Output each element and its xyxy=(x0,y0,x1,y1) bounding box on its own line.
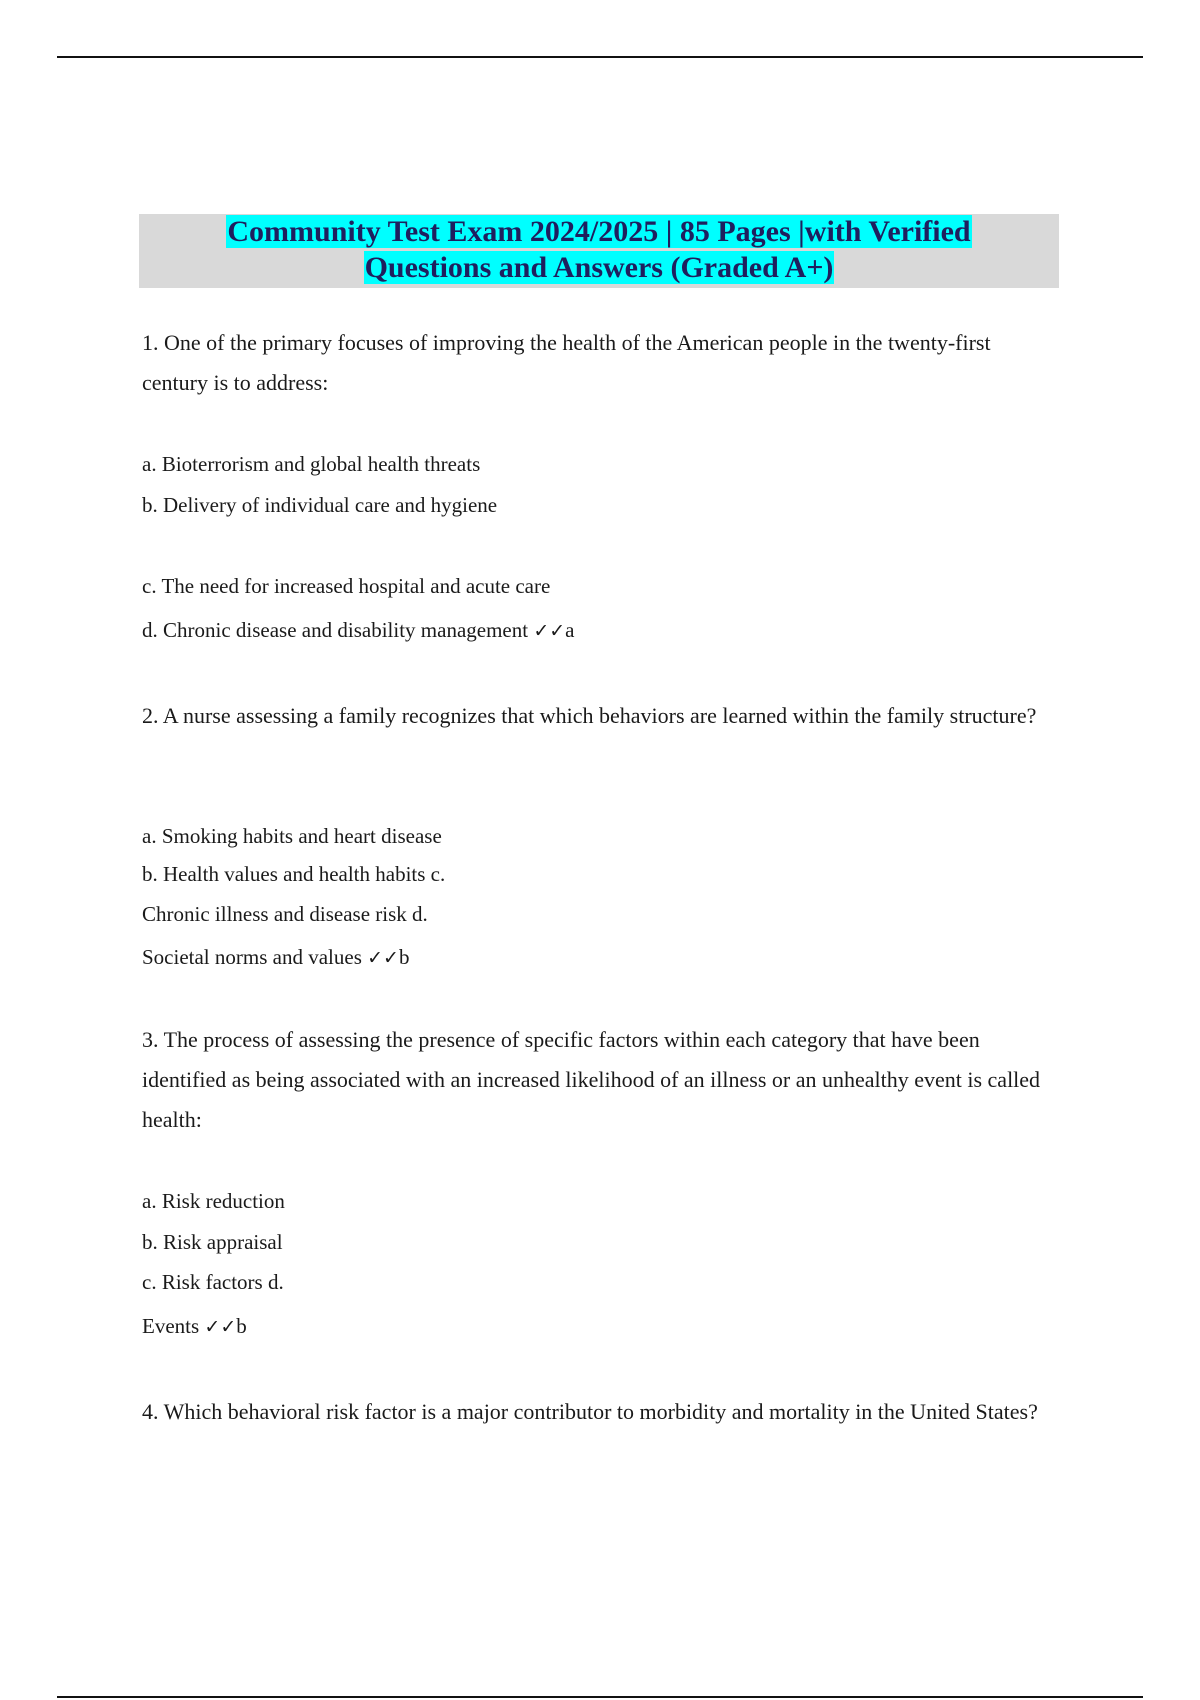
question-3-option-a: a. Risk reduction xyxy=(142,1189,285,1213)
question-1-option-d xyxy=(142,616,1042,645)
question-3-option-c: c. Risk factors d. xyxy=(142,1270,284,1294)
check-icon: ✓✓ xyxy=(533,620,566,642)
question-2-text: 2. A nurse assessing a family recognizes that which behaviors are learned within the family structure? xyxy=(142,703,1037,728)
question-1-text: 1. One of the primary focuses of improving the health of the American people in the twenty-first century is to address: xyxy=(142,330,991,395)
question-1-option-c: c. The need for increased hospital and acute care xyxy=(142,574,551,598)
question-1-option-a: a. Bioterrorism and global health threats xyxy=(142,452,481,476)
option-text: d. Chronic disease and disability management xyxy=(142,618,529,642)
answer-letter: b xyxy=(398,945,410,969)
question-4-text: 4. Which behavioral risk factor is a major contributor to morbidity and mortality in the United States? xyxy=(142,1399,1038,1424)
option-text: Societal norms and values xyxy=(142,945,362,969)
header-rule xyxy=(57,56,1143,58)
footer-rule xyxy=(57,1696,1143,1698)
question-2-option-a: a. Smoking habits and heart disease xyxy=(142,824,442,848)
question-2-option-b: b. Health values and health habits c. xyxy=(142,862,446,886)
question-2-option-c: Chronic illness and disease risk d. xyxy=(142,902,428,926)
option-text: Events xyxy=(142,1314,200,1338)
check-icon: ✓✓ xyxy=(367,947,399,969)
document-title xyxy=(139,214,1059,288)
question-2-option-d xyxy=(142,943,1042,972)
question-3-option-b: b. Risk appraisal xyxy=(142,1230,283,1254)
title-line-1: Community Test Exam 2024/2025 | 85 Pages |with Verified xyxy=(227,215,971,248)
answer-letter: b xyxy=(236,1314,247,1338)
answer-letter: a xyxy=(565,618,575,642)
title-line-2: Questions and Answers (Graded A+) xyxy=(364,251,834,284)
question-3-text: 3. The process of assessing the presence of specific factors within each category that have been identified as being associated with an increased likelihood of an illness or an unhealthy event is called health: xyxy=(142,1027,1041,1132)
check-icon: ✓✓ xyxy=(204,1316,237,1338)
question-3-option-d xyxy=(142,1312,1042,1341)
question-1-option-b: b. Delivery of individual care and hygiene xyxy=(142,493,498,517)
